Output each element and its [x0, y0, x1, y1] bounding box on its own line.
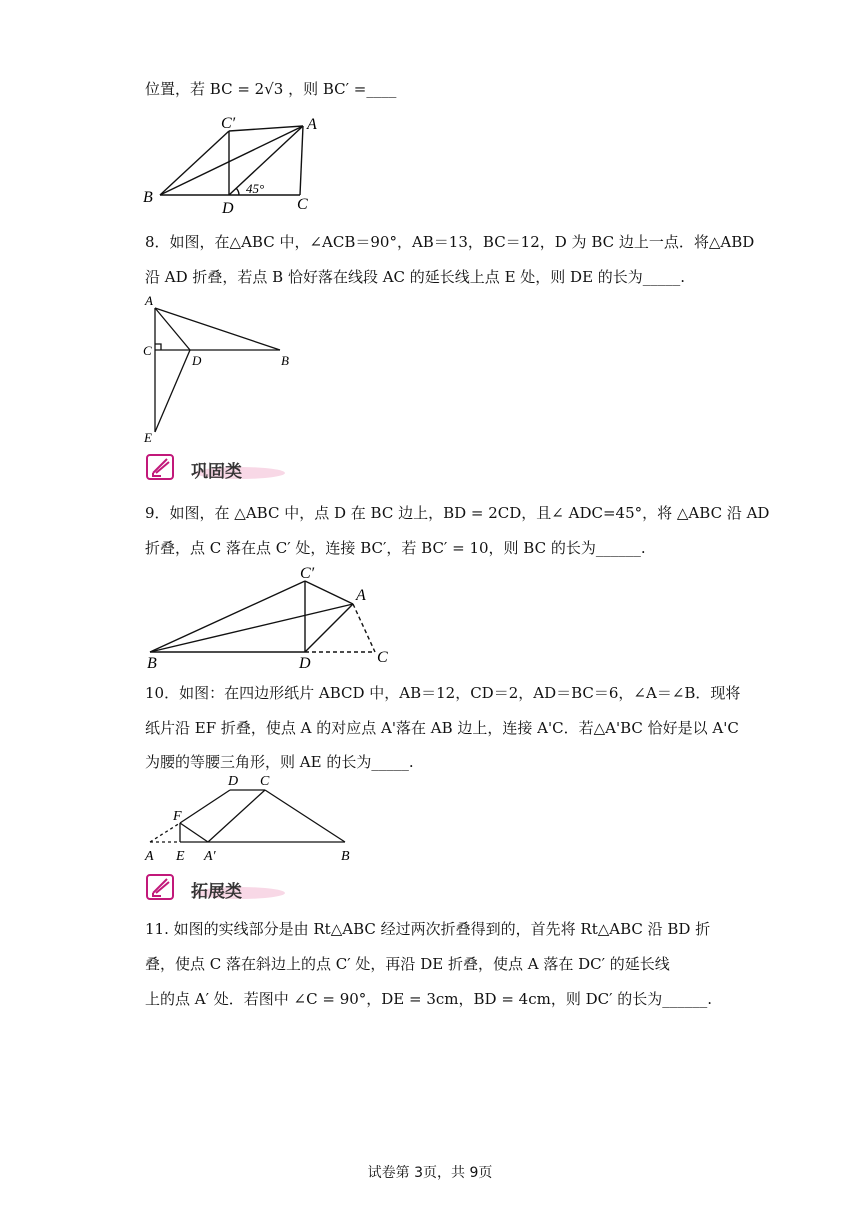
figure-q8	[140, 292, 305, 450]
fig8-label-c: C	[143, 343, 152, 358]
fig10-label-b: B	[341, 849, 350, 864]
q10-line-1: 10．如图：在四边形纸片 ABCD 中，AB＝12，CD＝2，AD＝BC＝6，∠A＝∠B．现将	[145, 684, 741, 702]
fig8-label-a: A	[145, 293, 153, 308]
page-footer: 试卷第 3页，共 9页	[367, 1165, 493, 1181]
q11-line-1: 11. 如图的实线部分是由 Rt△ABC 经过两次折叠得到的，首先将 Rt△ABC 沿 BD 折	[145, 920, 711, 938]
q10-line-3: 为腰的等腰三角形，则 AE 的长为_____.	[145, 753, 414, 771]
fig10-label-f: F	[173, 809, 182, 824]
fig9-label-b: B	[147, 655, 157, 672]
q10-line-2: 纸片沿 EF 折叠，使点 A 的对应点 A'落在 AB 边上，连接 A'C．若△A'BC 恰好是以 A'C	[145, 719, 739, 737]
fig7-label-b: B	[143, 189, 153, 206]
fig7-label-d: D	[222, 200, 234, 214]
fig8-label-d: D	[192, 353, 202, 368]
q11-line-2: 叠，使点 C 落在斜边上的点 C′ 处，再沿 DE 折叠，使点 A 落在 DC′ 的延长线	[145, 955, 670, 973]
figure-q9	[140, 560, 400, 672]
fig10-label-c: C	[260, 774, 270, 789]
section-title-extend: 拓展类	[191, 882, 242, 902]
q7-line-1: 位置，若 BC = 2√3 ，则 BC′ =____	[145, 80, 397, 98]
figure-q7	[140, 112, 330, 214]
fig8-label-e: E	[144, 430, 152, 445]
fig7-angle-label: 45°	[246, 181, 265, 196]
figure-q10	[140, 770, 365, 866]
fig8-label-b: B	[281, 353, 289, 368]
q11-line-3: 上的点 A′ 处．若图中 ∠C = 90°，DE = 3cm，BD = 4cm，则 DC′ 的长为______.	[145, 990, 713, 1008]
fig7-label-c-prime: C′	[221, 115, 236, 132]
q9-line-1: 9．如图，在 △ABC 中，点 D 在 BC 边上，BD = 2CD，且∠ ADC=45°，将 △ABC 沿 AD	[145, 504, 770, 522]
q9-line-2: 折叠，点 C 落在点 C′ 处，连接 BC′，若 BC′ = 10，则 BC 的长为______.	[145, 539, 646, 557]
fig10-label-a: A	[145, 849, 154, 864]
section-banner-consolidate	[145, 453, 285, 483]
fig9-label-c: C	[377, 649, 388, 666]
fig10-label-e: E	[176, 849, 185, 864]
section-banner-extend	[145, 873, 285, 903]
q8-line-2: 沿 AD 折叠，若点 B 恰好落在线段 AC 的延长线上点 E 处，则 DE 的长为_____.	[145, 268, 686, 286]
fig9-label-d: D	[299, 655, 311, 672]
section-title-consolidate: 巩固类	[191, 462, 242, 482]
fig10-label-a-prime: A′	[204, 849, 216, 864]
fig9-label-a: A	[356, 587, 366, 604]
fig7-label-a: A	[307, 116, 317, 133]
fig9-label-c-prime: C′	[300, 565, 315, 582]
fig7-label-c: C	[297, 196, 308, 213]
fig10-label-d: D	[228, 774, 239, 789]
q8-line-1: 8．如图，在△ABC 中，∠ACB＝90°，AB＝13，BC＝12，D 为 BC 边上一点．将△ABD	[145, 233, 755, 251]
